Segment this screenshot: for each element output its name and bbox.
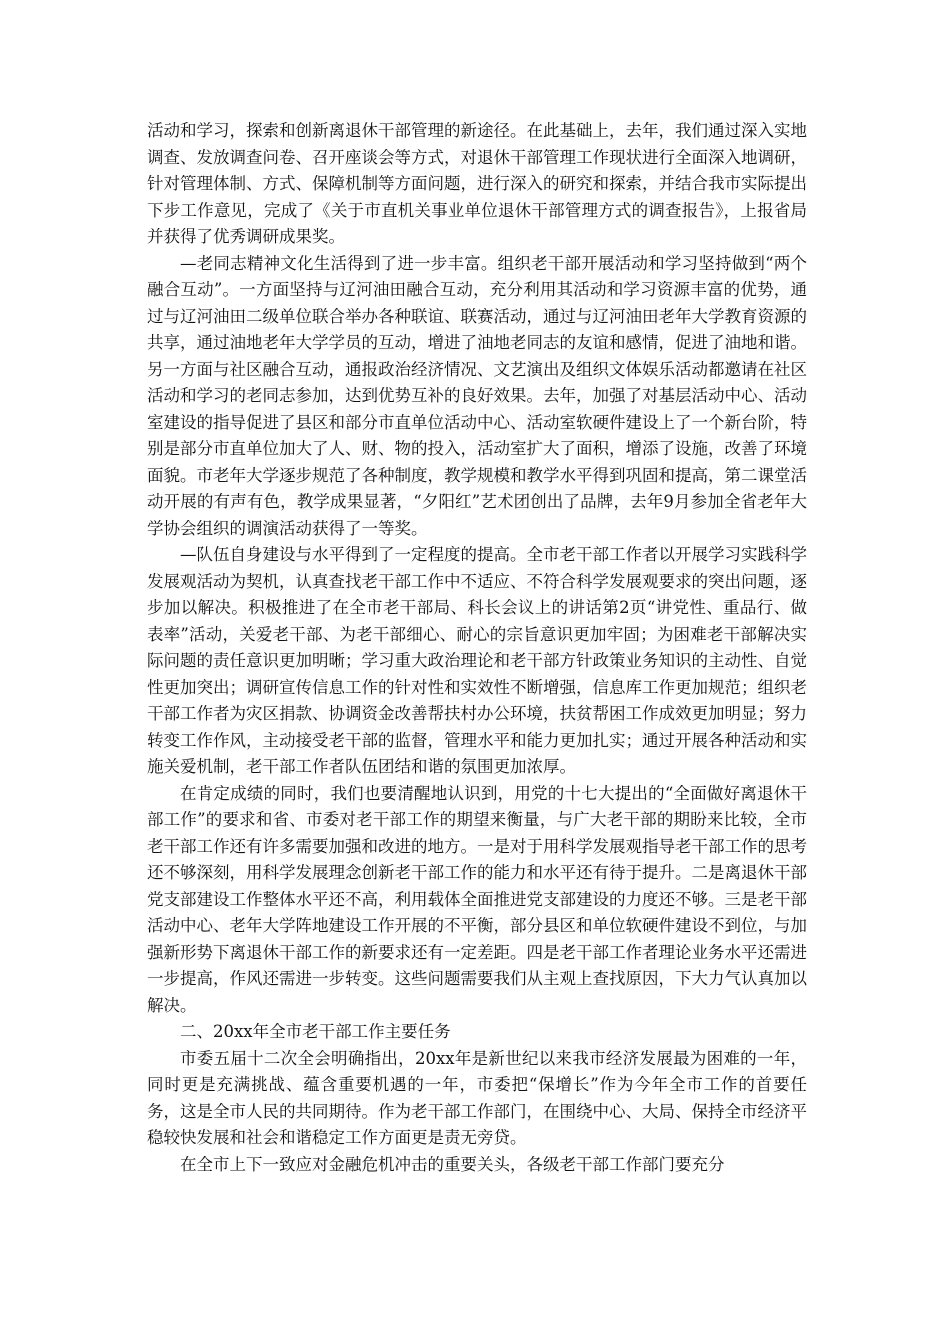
paragraph-financial-crisis: 在全市上下一致应对金融危机冲击的重要关头，各级老干部工作部门要充分 — [180, 1154, 725, 1174]
paragraph-shortcomings: 在肯定成绩的同时，我们也要清醒地认识到，用党的十七大提出的“全面做好离退休干部工作”的要求和省、市委对老干部工作的期望来衡量，与广大老干部的期盼来比较，全市老干部工作还有许多需要加强和改进的地方。一是对于用科学发展观指导老干部工作的思考还不够深刻，用科学发展理念创新老干部工作的能力和水平还有待于提升。二是离退休干部党支部建设工作整体水平还不高，利用载体全面推进党支部建设的力度还不够。三是老干部活动中心、老年大学阵地建设工作开展的不平衡，部分县区和单位软硬件建设不到位，与加强新形势下离退休干部工作的新要求还有一定差距。四是老干部工作者理论业务水平还需进一步提高，作风还需进一步转变。这些问题需要我们从主观上查找原因，下大力气认真加以解决。 — [147, 783, 807, 1015]
document-body — [147, 118, 807, 1178]
paragraph-plenary-session: 市委五届十二次全会明确指出，20xx年是新世纪以来我市经济发展最为困难的一年，同时更是充满挑战、蕴含重要机遇的一年，市委把“保增长”作为今年全市工作的首要任务，这是全市人民的共同期待。作为老干部工作部门，在围绕中心、大局、保持全市经济平稳较快发展和社会和谐稳定工作方面更是责无旁贷。 — [147, 1048, 807, 1147]
paragraph-team-building: —队伍自身建设与水平得到了一定程度的提高。全市老干部工作者以开展学习实践科学发展观活动为契机，认真查找老干部工作中不适应、不符合科学发展观要求的突出问题，逐步加以解决。积极推进了在全市老干部局、科长会议上的讲话第2页“讲党性、重品行、做表率”活动，关爱老干部、为老干部细心、耐心的宗旨意识更加牢固；为困难老干部解决实际问题的责任意识更加明晰；学习重大政治理论和老干部方针政策业务知识的主动性、自觉性更加突出；调研宣传信息工作的针对性和实效性不断增强，信息库工作更加规范；组织老干部工作者为灾区捐款、协调资金改善帮扶村办公环境，扶贫帮困工作成效更加明显；努力转变工作作风，主动接受老干部的监督，管理水平和能力更加扎实；通过开展各种活动和实施关爱机制，老干部工作者队伍团结和谐的氛围更加浓厚。 — [147, 545, 807, 776]
paragraph-cultural-life: —老同志精神文化生活得到了进一步丰富。组织老干部开展活动和学习坚持做到“两个融合互动”。一方面坚持与辽河油田融合互动，充分利用其活动和学习资源丰富的优势，通过与辽河油田二级单位联合举办各种联谊、联赛活动，通过与辽河油田老年大学教育资源的共享，通过油地老年大学学员的互动，增进了油地老同志的友谊和感情，促进了油地和谐。另一方面与社区融合互动，通报政治经济情况、文艺演出及组织文体娱乐活动都邀请在社区活动和学习的老同志参加，达到优势互补的良好效果。去年，加强了对基层活动中心、活动室建设的指导促进了县区和部分市直单位活动中心、活动室软硬件建设上了一个新台阶，特别是部分市直单位加大了人、财、物的投入，活动室扩大了面积，增添了设施，改善了环境面貌。市老年大学逐步规范了各种制度，教学规模和教学水平得到巩固和提高，第二课堂活动开展的有声有色，教学成果显著，“夕阳红”艺术团创出了品牌，去年9月参加全省老年大学协会组织的调演活动获得了一等奖。 — [147, 253, 807, 538]
paragraph-research: 活动和学习，探索和创新离退休干部管理的新途径。在此基础上，去年，我们通过深入实地调查、发放调查问卷、召开座谈会等方式，对退休干部管理工作现状进行全面深入地调研，针对管理体制、方式、保障机制等方面问题，进行深入的研究和探索，并结合我市实际提出下步工作意见，完成了《关于市直机关事业单位退休干部管理方式的调查报告》，上报省局并获得了优秀调研成果奖。 — [147, 121, 807, 246]
section-heading-main-tasks: 二、20xx年全市老干部工作主要任务 — [180, 1022, 451, 1041]
